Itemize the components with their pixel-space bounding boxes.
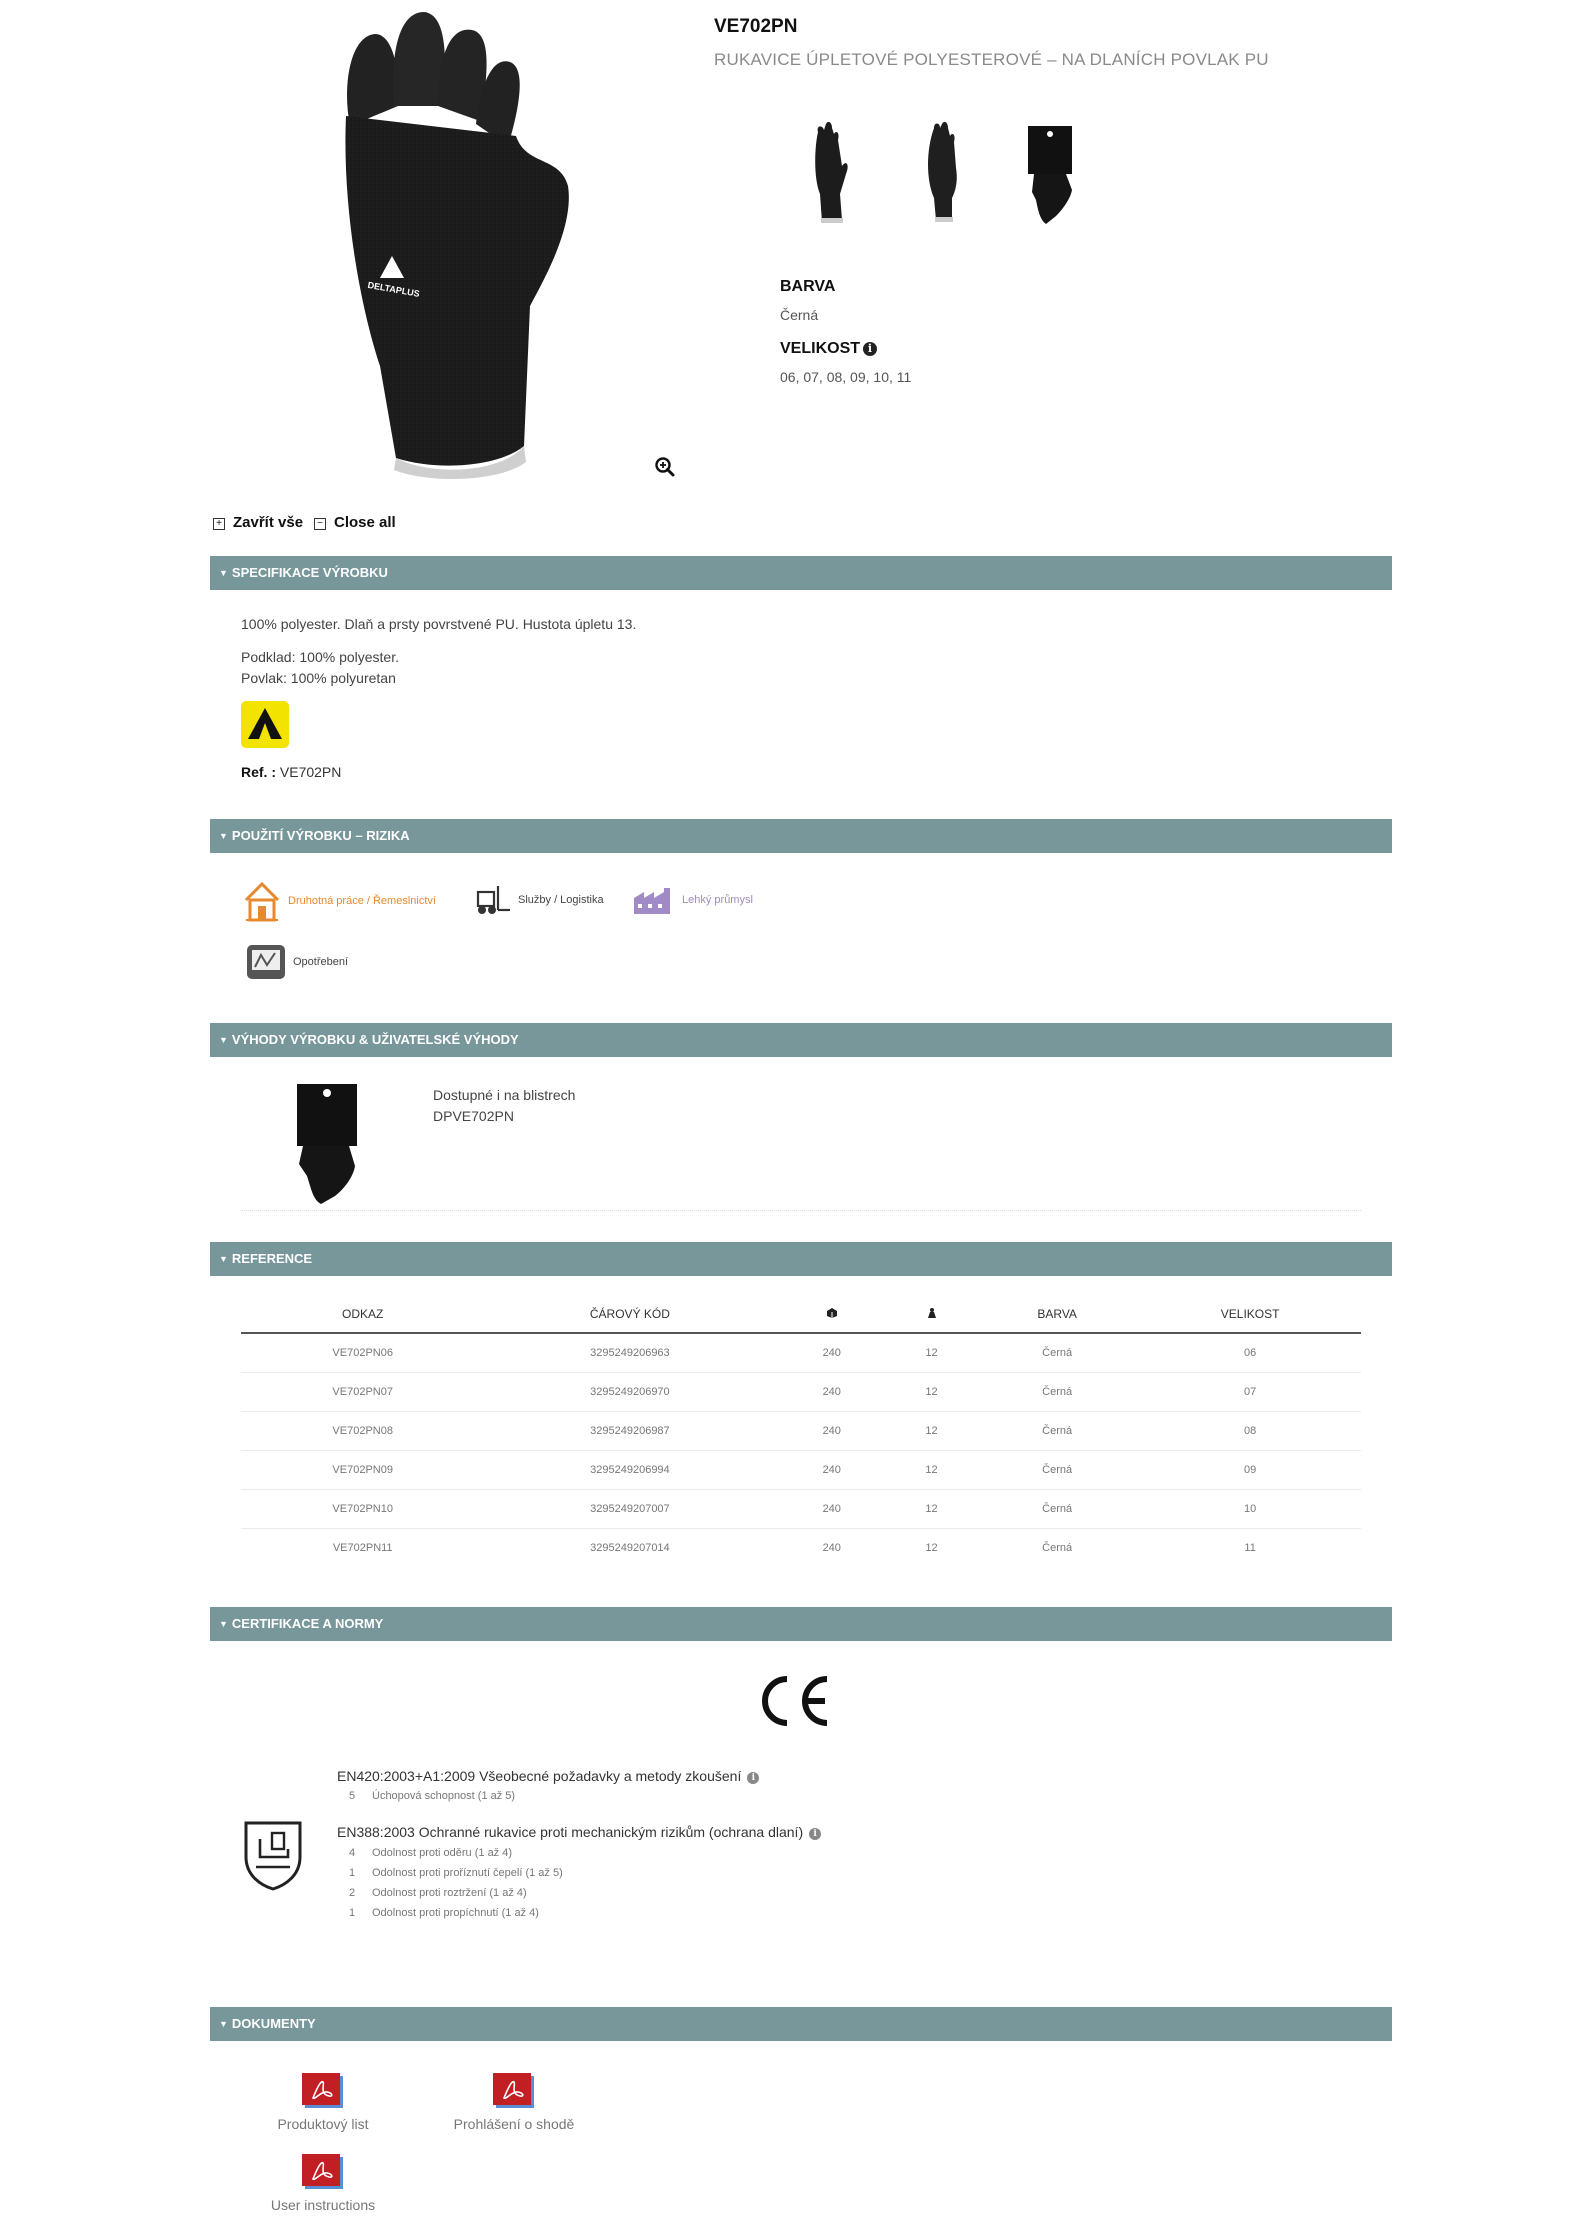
caret-down-icon: ▼: [219, 568, 228, 578]
col-header-color: BARVA: [975, 1296, 1139, 1333]
usage-label: Opotřebení: [293, 956, 349, 968]
size-label: [780, 340, 877, 358]
close-all-label: Close all: [334, 514, 396, 531]
norm-value: 2: [349, 1887, 356, 1899]
svg-text:DELTAPLUS: DELTAPLUS: [366, 279, 421, 299]
cell-size: 06: [1139, 1333, 1361, 1373]
section-title: SPECIFIKACE VÝROBKU: [231, 565, 388, 580]
caret-down-icon: ▼: [219, 1619, 228, 1629]
cell-barcode: 3295249206970: [484, 1373, 775, 1412]
cell-ref: VE702PN07: [241, 1373, 484, 1412]
blister-pack-image: [285, 1080, 365, 1205]
col-header-size: VELIKOST: [1139, 1296, 1361, 1333]
spec-liner: Podklad: 100% polyester.: [241, 649, 399, 665]
section-header-benefits[interactable]: [210, 1023, 1392, 1057]
pdf-icon: [299, 2070, 347, 2110]
size-label-text: VELIKOST: [780, 340, 861, 357]
size-value: 06, 07, 08, 09, 10, 11: [780, 369, 912, 385]
factory-icon: [632, 884, 676, 916]
info-icon[interactable]: i: [809, 1828, 821, 1840]
document-product-sheet[interactable]: [243, 2070, 403, 2134]
expand-all-toggle[interactable]: [213, 514, 303, 531]
norm-row: [349, 1907, 539, 1919]
cell-pack: 12: [888, 1333, 975, 1373]
cell-pack: 12: [925, 1542, 938, 1554]
norm-value: 1: [349, 1867, 356, 1879]
cell-color: Černá: [975, 1451, 1139, 1490]
spec-ref: [241, 764, 341, 780]
product-subtitle: RUKAVICE ÚPLETOVÉ POLYESTEROVÉ – NA DLANÍCH POVLAK PU: [714, 50, 1269, 69]
benefit-text: [433, 1085, 575, 1127]
minus-box-icon: −: [314, 518, 326, 530]
usage-item-abrasion: [245, 943, 348, 981]
caret-down-icon: ▼: [219, 831, 228, 841]
spec-coating: Povlak: 100% polyuretan: [241, 670, 396, 686]
ce-mark-icon: [755, 1673, 831, 1729]
cell-size: 08: [1139, 1412, 1361, 1451]
close-all-toggle[interactable]: [314, 514, 396, 531]
house-icon: [242, 880, 282, 922]
cell-box: 240: [775, 1490, 888, 1529]
delta-badge-icon: [241, 701, 289, 748]
cell-color: Černá: [975, 1412, 1139, 1451]
norm-label: Odolnost proti oděru (1 až 4): [372, 1847, 513, 1859]
section-header-documents[interactable]: [210, 2007, 1392, 2041]
info-icon[interactable]: i: [747, 1772, 759, 1784]
box-icon: [826, 1307, 838, 1319]
cell-barcode: 3295249206987: [484, 1412, 775, 1451]
cell-size: 09: [1139, 1451, 1361, 1490]
norm-label: Odolnost proti propíchnutí (1 až 4): [372, 1907, 539, 1919]
caret-down-icon: ▼: [219, 2019, 228, 2029]
usage-item-craft: [242, 880, 436, 922]
benefit-line: Dostupné i na blistrech: [433, 1087, 576, 1103]
norm-en388-title: [337, 1824, 821, 1840]
document-label: User instructions: [270, 2197, 376, 2213]
usage-item-logistics: [472, 884, 604, 916]
cell-size: 11: [1244, 1542, 1256, 1554]
cell-ref: VE702PN10: [241, 1490, 484, 1529]
zoom-icon[interactable]: [654, 456, 676, 478]
info-icon[interactable]: i: [863, 342, 877, 356]
cell-size: 07: [1139, 1373, 1361, 1412]
col-header-box: [775, 1296, 888, 1333]
caret-down-icon: ▼: [219, 1254, 228, 1264]
cell-barcode: 3295249207007: [484, 1490, 775, 1529]
table-row: [241, 1373, 1361, 1412]
norm-row: [349, 1867, 563, 1879]
document-declaration[interactable]: [434, 2070, 594, 2134]
bag-icon: [926, 1307, 938, 1319]
cell-barcode: 3295249206963: [484, 1333, 775, 1373]
section-header-certification[interactable]: [210, 1607, 1392, 1641]
section-title: POUŽITÍ VÝROBKU – RIZIKA: [231, 828, 410, 843]
norm-row: [349, 1847, 512, 1859]
cell-box: 240: [775, 1373, 888, 1412]
table-row: [241, 1412, 1361, 1451]
mechanical-risk-shield-icon: [240, 1817, 306, 1891]
divider: [241, 1210, 1361, 1211]
norm-title-text: EN388:2003 Ochranné rukavice proti mechanickým rizikům (ochrana dlaní): [337, 1824, 804, 1840]
cell-box: 240: [775, 1412, 888, 1451]
section-title: REFERENCE: [231, 1251, 313, 1266]
cell-color: Černá: [1042, 1542, 1073, 1554]
norm-value: 5: [349, 1790, 356, 1802]
cell-box: 240: [822, 1542, 841, 1554]
col-header-ref: ODKAZ: [241, 1296, 484, 1333]
thumbnail-glove-side[interactable]: [790, 120, 870, 230]
cell-ref: VE702PN06: [241, 1333, 484, 1373]
cell-size: 10: [1139, 1490, 1361, 1529]
col-header-pack: [888, 1296, 975, 1333]
thumbnail-glove-back[interactable]: [900, 120, 980, 230]
plus-box-icon: +: [213, 518, 225, 530]
cell-box: 240: [775, 1333, 888, 1373]
document-label: Produktový list: [277, 2116, 369, 2132]
usage-label: Druhotná práce / Řemeslnictví: [288, 895, 436, 907]
cell-ref: VE702PN08: [241, 1412, 484, 1451]
cell-ref: VE702PN09: [241, 1451, 484, 1490]
norm-label: Odolnost proti proříznutí čepelí (1 až 5): [372, 1867, 563, 1879]
pdf-icon: [299, 2151, 347, 2191]
spec-ref-value: VE702PN: [279, 764, 342, 780]
usage-label: Lehký průmysl: [682, 894, 753, 906]
norm-value: 1: [349, 1907, 356, 1919]
section-header-specification[interactable]: [210, 556, 1392, 590]
caret-down-icon: ▼: [219, 1035, 228, 1045]
cell-color: Černá: [975, 1490, 1139, 1529]
col-header-barcode: ČÁROVÝ KÓD: [484, 1296, 775, 1333]
norm-row: [349, 1887, 527, 1899]
color-label: BARVA: [780, 278, 836, 295]
forklift-icon: [472, 884, 512, 916]
cell-ref: VE702PN11: [332, 1542, 393, 1554]
document-label: Prohlášení o shodě: [453, 2116, 575, 2132]
reference-table: [241, 1296, 1361, 1567]
usage-label: Služby / Logistika: [518, 894, 604, 906]
table-row: [241, 1451, 1361, 1490]
cell-pack: 12: [888, 1490, 975, 1529]
cell-color: Černá: [975, 1333, 1139, 1373]
usage-item-light-industry: [632, 884, 753, 916]
product-title: VE702PN: [714, 16, 798, 37]
section-title: CERTIFIKACE A NORMY: [231, 1616, 384, 1631]
cell-pack: 12: [888, 1373, 975, 1412]
cell-box: 240: [775, 1451, 888, 1490]
thumbnail-glove-blister[interactable]: [1010, 120, 1090, 230]
abrasion-icon: [245, 943, 287, 981]
cell-barcode: 3295249206994: [484, 1451, 775, 1490]
cell-pack: 12: [888, 1451, 975, 1490]
cell-pack: 12: [888, 1412, 975, 1451]
expand-all-label: Zavřít vše: [233, 514, 304, 531]
norm-value: 4: [349, 1847, 356, 1859]
norm-row: [349, 1790, 515, 1802]
norm-en420-title: [337, 1768, 759, 1784]
color-value: Černá: [780, 307, 819, 323]
section-header-reference[interactable]: [210, 1242, 1392, 1276]
norm-label: Odolnost proti roztržení (1 až 4): [372, 1887, 527, 1899]
section-title: DOKUMENTY: [231, 2016, 316, 2031]
section-title: VÝHODY VÝROBKU & UŽIVATELSKÉ VÝHODY: [231, 1032, 519, 1047]
cell-color: Černá: [975, 1373, 1139, 1412]
table-header-row: [241, 1296, 1361, 1333]
table-row: [241, 1490, 1361, 1529]
spec-description: 100% polyester. Dlaň a prsty povrstvené PU. Hustota úpletu 13.: [241, 616, 637, 632]
spec-ref-label: Ref. :: [241, 764, 276, 780]
table-row: [241, 1529, 1361, 1568]
product-main-image: [320, 6, 610, 490]
pdf-icon: [490, 2070, 538, 2110]
cell-barcode: 3295249207014: [590, 1542, 670, 1554]
benefit-code: DPVE702PN: [433, 1108, 514, 1124]
norm-title-text: EN420:2003+A1:2009 Všeobecné požadavky a metody zkoušení: [337, 1768, 742, 1784]
document-user-instructions[interactable]: [243, 2151, 403, 2215]
norm-label: Úchopová schopnost (1 až 5): [372, 1790, 516, 1802]
table-row: [241, 1333, 1361, 1373]
section-header-usage[interactable]: [210, 819, 1392, 853]
